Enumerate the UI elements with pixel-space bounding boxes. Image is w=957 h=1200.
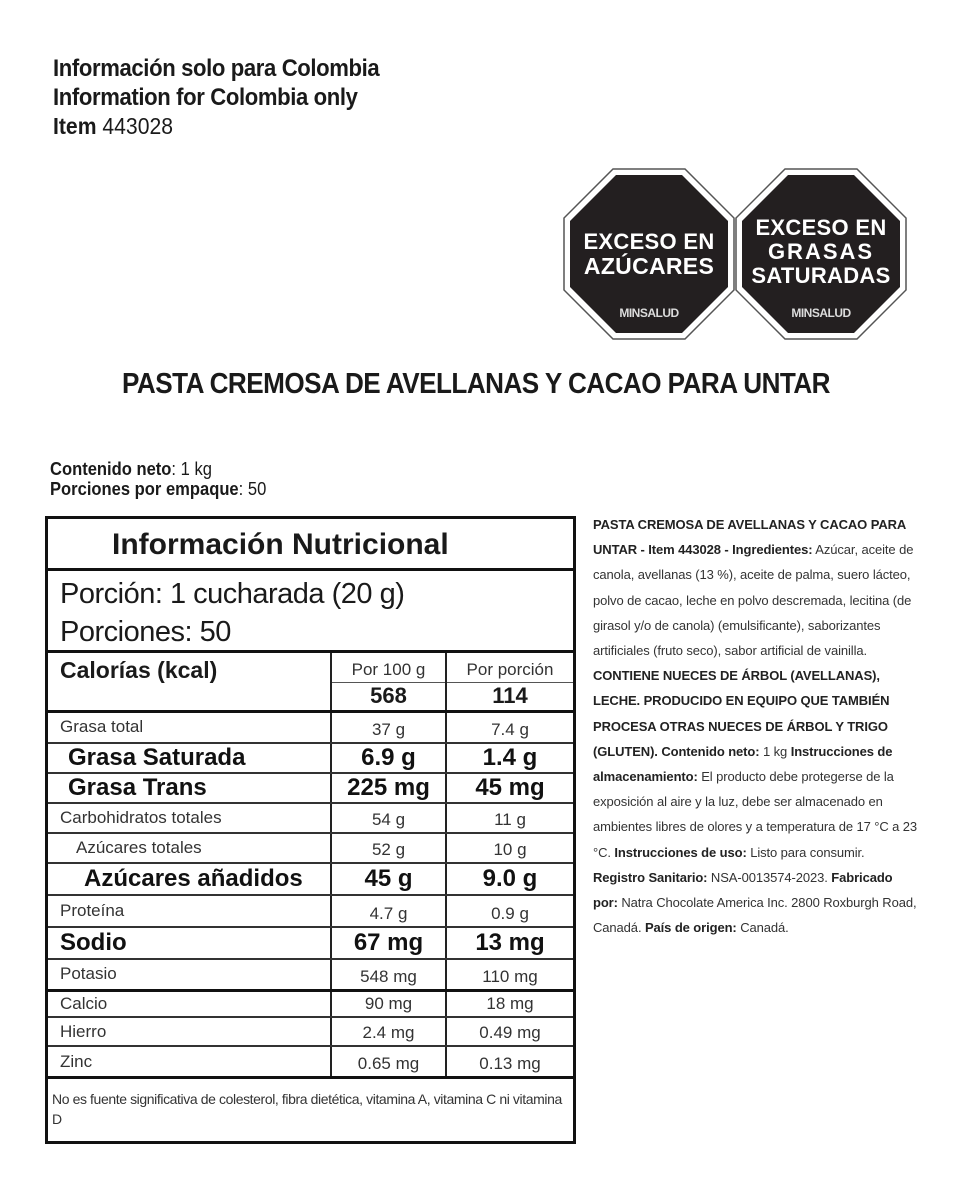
- nutrient-row-carbohydrates: Carbohidratos totales 54 g 11 g: [48, 803, 573, 833]
- ingredients-panel: [593, 512, 918, 940]
- header-block: [53, 54, 408, 140]
- storage-label: Instrucciones de almacenamiento:: [593, 743, 893, 785]
- calories-label: Calorías (kcal): [48, 653, 331, 711]
- nutrition-title: Información Nutricional: [48, 519, 573, 571]
- nutrient-row-sodium: Sodio 67 mg 13 mg: [48, 927, 573, 959]
- calories-perserving: 114: [492, 683, 528, 708]
- registry-label: Registro Sanitario:: [593, 869, 708, 885]
- nutrient-row-iron: Hierro 2.4 mg 0.49 mg: [48, 1017, 573, 1046]
- seal-text: EXCESO EN AZÚCARES: [583, 229, 715, 279]
- seal-excess-saturated-fat: [735, 168, 907, 340]
- serving-size: Porción: 1 cucharada (20 g): [60, 578, 405, 610]
- col-header-per100: Por 100 g: [332, 653, 445, 683]
- maker-text: Natra Chocolate America Inc. 2800 Roxburgh Road, Canadá.: [593, 895, 917, 936]
- nutrient-row-zinc: Zinc 0.65 mg 0.13 mg: [48, 1046, 573, 1076]
- seal-text: EXCESO EN GRASAS SATURADAS: [751, 215, 891, 288]
- nutrition-footnote: No es fuente significativa de colesterol, fibra dietética, vitamina A, vitamina C ni vitamina D: [48, 1076, 573, 1129]
- net-content-label: Contenido neto:: [661, 743, 760, 759]
- nutrient-row-protein: Proteína 4.7 g 0.9 g: [48, 895, 573, 927]
- nutrition-facts-panel: [45, 516, 576, 1144]
- nutrient-row-total-sugars: Azúcares totales 52 g 10 g: [48, 833, 573, 863]
- nutrient-row-calcium: Calcio 90 mg 18 mg: [48, 990, 573, 1017]
- net-content-value: 1 kg: [763, 743, 788, 759]
- col-header-perserving: Por porción: [447, 653, 573, 683]
- product-title: PASTA CREMOSA DE AVELLANAS Y CACAO PARA UNTAR: [122, 368, 830, 400]
- registry-value: NSA-0013574-2023.: [710, 869, 828, 885]
- ingredients-heading: PASTA CREMOSA DE AVELLANAS Y CACAO PARA UNTAR - Item 443028 -: [593, 517, 906, 558]
- seal-footer-minsalud: MINSALUD: [619, 306, 679, 320]
- ingredients-text: Azúcar, aceite de canola, avellanas (13 %), aceite de palma, suero lácteo, polvo de cacao, leche en polvo descremada, lecitina (de girasol y/o de canola) (emulsificante), saborizantes artificiales (fruto seco), sabor artificial de vainilla.: [593, 542, 914, 659]
- origin-label: País de origen:: [644, 920, 737, 936]
- calories-per100: 568: [370, 683, 407, 708]
- origin-value: Canadá.: [740, 920, 789, 936]
- warning-seals: [563, 168, 908, 340]
- seal-excess-sugars: [563, 168, 735, 340]
- nutrient-table: [48, 653, 573, 1076]
- storage-text: El producto debe protegerse de la exposición al aire y la luz, debe ser almacenado en ambientes libres de olores y a temperatura de 17 °C a 23 °C.: [593, 769, 918, 860]
- calories-row: [48, 653, 573, 711]
- item-number: Item 443028: [53, 113, 174, 139]
- header-colombia-en: Information for Colombia only: [53, 84, 358, 111]
- net-content: Contenido neto: 1 kg Porciones por empaque: 50: [50, 459, 267, 499]
- nutrient-row-total-fat: Grasa total 37 g 7.4 g: [48, 711, 573, 743]
- nutrient-row-potassium: Potasio 548 mg 110 mg: [48, 959, 573, 990]
- ingredients-label: Ingredientes:: [732, 542, 813, 558]
- nutrient-row-trans-fat: Grasa Trans 225 mg 45 mg: [48, 773, 573, 803]
- nutrient-row-added-sugars: Azúcares añadidos 45 g 9.0 g: [48, 863, 573, 895]
- nutrient-row-saturated-fat: Grasa Saturada 6.9 g 1.4 g: [48, 743, 573, 773]
- allergen-statement: CONTIENE NUECES DE ÁRBOL (AVELLANAS), LECHE. PRODUCIDO EN EQUIPO QUE TAMBIÉN PROCESA OTRAS NUECES DE ÁRBOL Y TRIGO (GLUTEN).: [593, 668, 890, 759]
- seal-footer-minsalud: MINSALUD: [791, 306, 851, 320]
- header-colombia-es: Información solo para Colombia: [53, 55, 380, 82]
- maker-label: Fabricado por:: [593, 869, 893, 911]
- usage-text: Listo para consumir.: [750, 844, 865, 860]
- usage-label: Instrucciones de uso:: [614, 844, 747, 860]
- serving-info: [48, 571, 573, 653]
- servings-count: Porciones: 50: [60, 616, 231, 648]
